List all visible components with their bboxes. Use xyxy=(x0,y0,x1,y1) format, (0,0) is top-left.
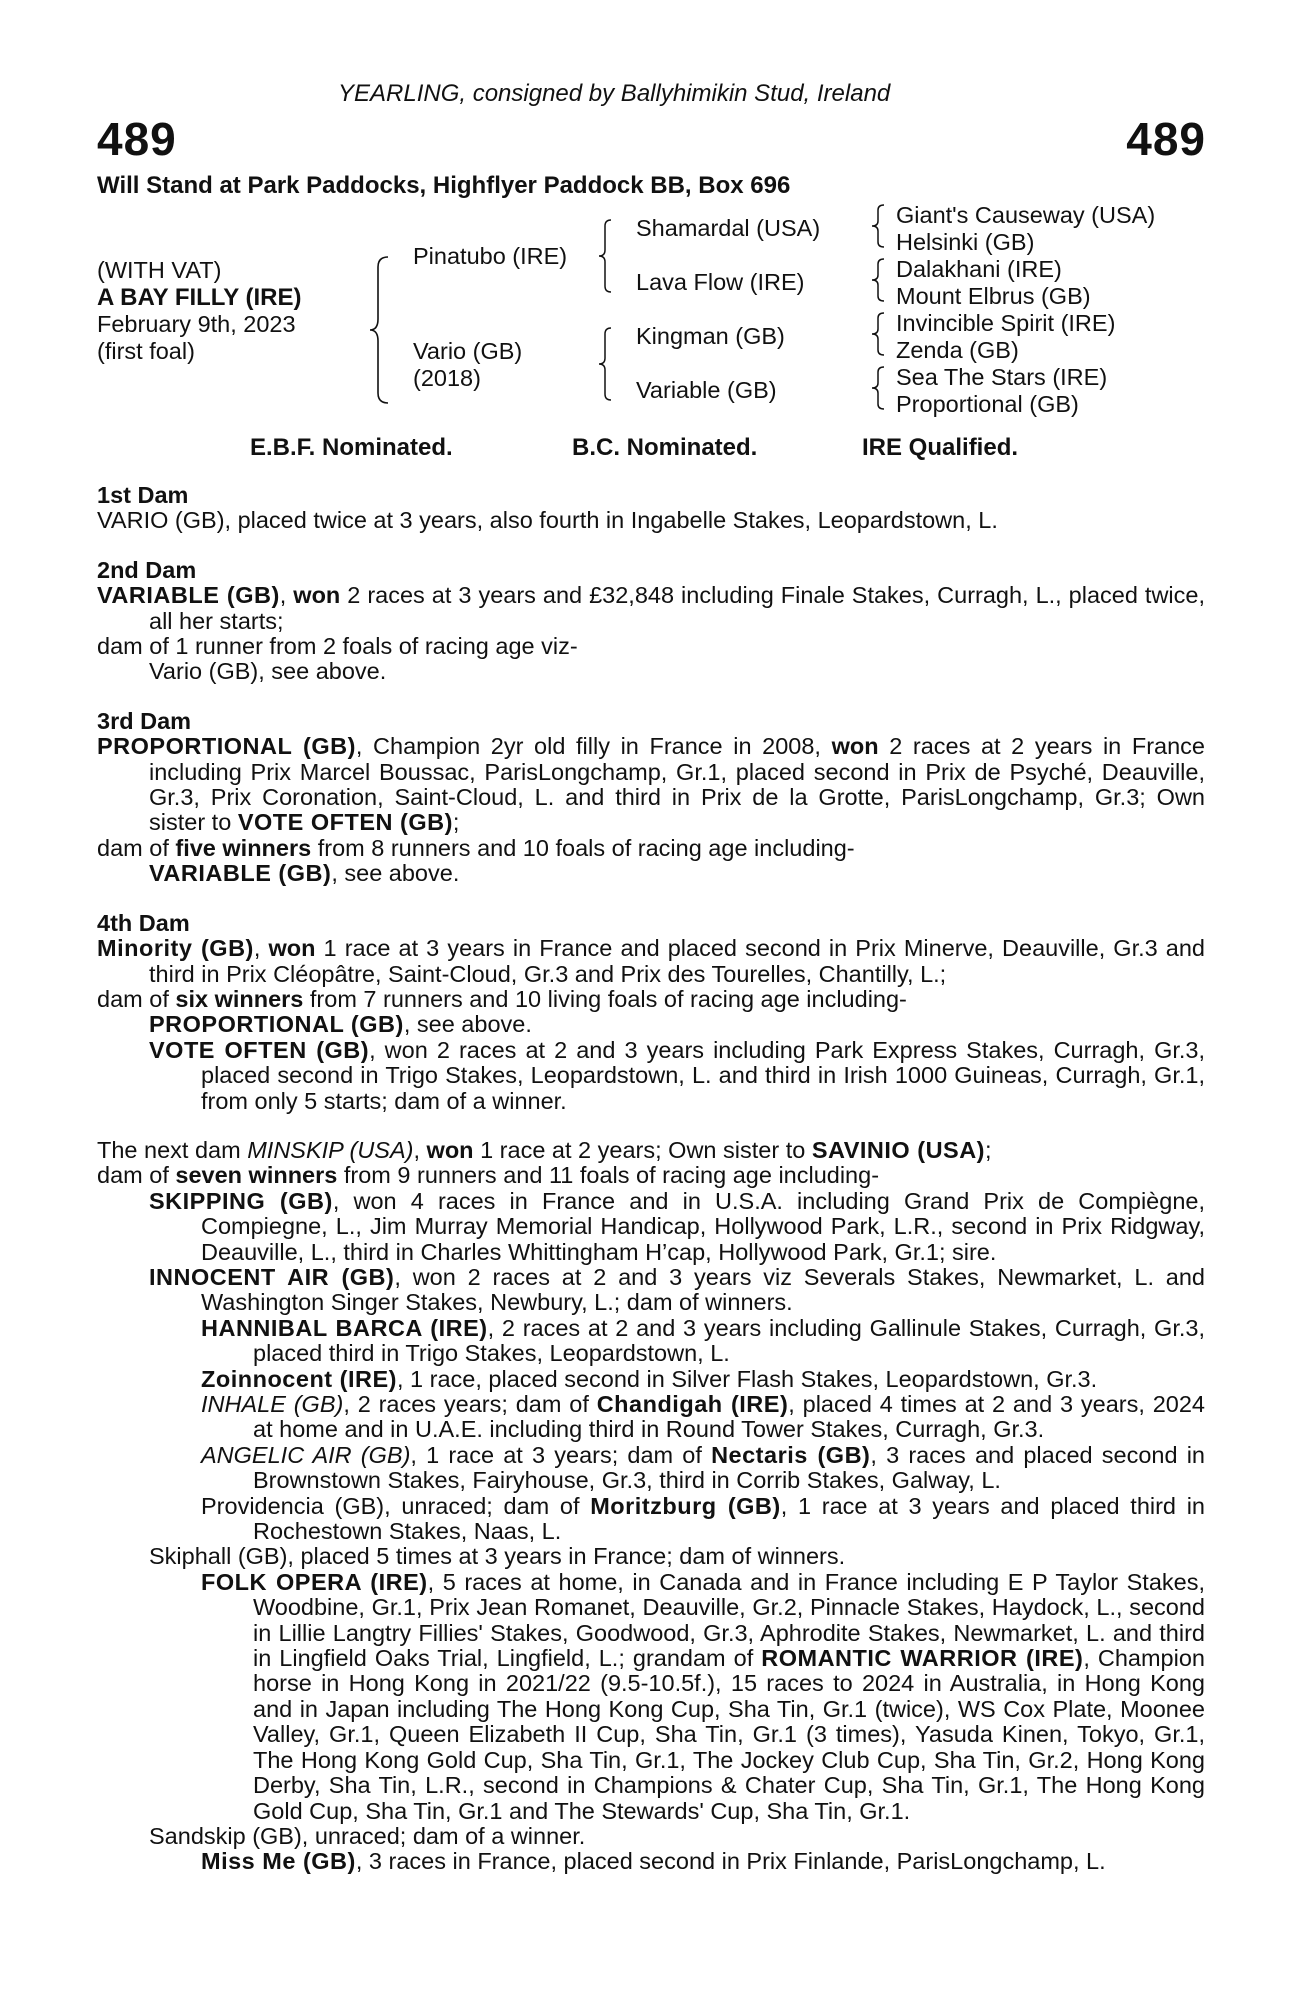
third-dam-record xyxy=(97,734,1205,836)
pedigree-brace-g3-4 xyxy=(870,365,886,411)
foal-text: , see above. xyxy=(403,1011,532,1038)
next-dam-line: ; xyxy=(985,1136,992,1163)
third-dam-line: , Champion 2yr old filly in France in 2008, xyxy=(355,733,832,760)
foal-note: (first foal) xyxy=(97,338,195,364)
foal-text: , placed 4 times at 2 and 3 years, 2024 at home and in U.A.E. including third in Round Tower Stakes, Curragh, Gr.3. xyxy=(253,1391,1205,1443)
foal-text: , won 2 races at 2 and 3 years including Park Express Stakes, Curragh, Gr.3, placed second in Trigo Stakes, Leopardstown, L. and third in Irish 1000 Guineas, Curragh, Gr.1, from only 5 starts; dam of a winner. xyxy=(201,1036,1205,1114)
won-label: won xyxy=(426,1136,474,1163)
sandskip-record: Sandskip (GB), unraced; dam of a winner. xyxy=(149,1822,586,1849)
next-dam-name: MINSKIP (USA) xyxy=(247,1136,414,1163)
foal-text: , 1 race at 3 years; dam of xyxy=(410,1441,712,1468)
third-dam-line: ; xyxy=(452,809,460,836)
foal-text: , 3 races in France, placed second in Prix Finlande, ParisLongchamp, L. xyxy=(355,1848,1106,1875)
pedigree-dam-sire: Kingman (GB) xyxy=(636,323,785,349)
pedigree-g3-2: Helsinki (GB) xyxy=(896,229,1035,255)
skipping-record xyxy=(149,1189,1205,1265)
pedigree-brace-sire xyxy=(597,218,613,294)
pedigree-dam: Vario (GB) xyxy=(413,338,523,364)
next-dam-produce xyxy=(97,1163,1205,1188)
foal-text: , 2 races at 2 and 3 years including Gallinule Stakes, Curragh, Gr.3, placed third in Trigo Stakes, Leopardstown, L. xyxy=(253,1314,1205,1367)
second-dam-record: VARIABLE (GB), won 2 races at 3 years and £32,848 including Finale Stakes, Curragh, L., placed twice, all her starts; xyxy=(97,582,1205,634)
grandfoal-name: Nectaris (GB) xyxy=(711,1441,871,1468)
third-dam-line: 2 races at 2 years in France including Prix Marcel Boussac, ParisLongchamp, Gr.1, placed second in Prix de Psyché, Deauville, Gr.3, Prix Coronation, Saint-Cloud, L. and third in Prix de la Grotte, ParisLongchamp, Gr.3; Own sister to xyxy=(149,733,1205,836)
foal-name: VARIABLE (GB) xyxy=(149,860,332,887)
foal-text: Providencia (GB), unraced; dam of xyxy=(201,1492,591,1519)
foal-name: INHALE (GB) xyxy=(201,1391,344,1417)
foal-text: , 5 races at home, in Canada and in France including E P Taylor Stakes, Woodbine, Gr.1, Prix Jean Romanet, Deauville, Gr.2, Pinnacle Stakes, Haydock, L., second in Lillie Langtry Fillies' Stakes, Goodwood, Gr.3, Aphrodite Stakes, Newmarket, L. and third in Lingfield Oaks Trial, Lingfield, L.; grandam of xyxy=(253,1568,1205,1672)
next-dam-record: The next dam MINSKIP (USA), won 1 race at 2 years; Own sister to SAVINIO (USA); xyxy=(97,1136,992,1163)
consignment-line: YEARLING, consigned by Ballyhimikin Stud, Ireland xyxy=(338,80,891,107)
pedigree-g3-1: Giant's Causeway (USA) xyxy=(896,202,1156,228)
foal-name: ANGELIC AIR (GB) xyxy=(201,1441,411,1468)
pedigree-brace-main xyxy=(368,255,390,405)
next-dam-sister: SAVINIO (USA) xyxy=(811,1136,986,1163)
winners-count: seven winners xyxy=(175,1162,338,1189)
pedigree-dam-dam: Variable (GB) xyxy=(636,377,777,403)
produce-text: from 8 runners and 10 foals of racing age including- xyxy=(311,834,855,861)
foal-name: PROPORTIONAL (GB) xyxy=(149,1011,404,1038)
third-dam-produce xyxy=(97,836,1205,861)
horse-name: A BAY FILLY (IRE) xyxy=(97,284,302,311)
foal-text: , Champion horse in Hong Kong in 2021/22 (9.5-10.5f.), 15 races to 2024 in Australia, in Hong Kong and in Japan including The Hong Kong Cup, Sha Tin, Gr.1 (twice), WS Cox Plate, Moonee Valley, Gr.1, Queen Elizabeth II Cup, Sha Tin, Gr.1 (3 times), Yasuda Kinen, Tokyo, Gr.1, The Hong Kong Gold Cup, Sha Tin, Gr.1, The Jockey Club Cup, Sha Tin, Gr.2, Hong Kong Derby, Sha Tin, L.R., second in Champions & Chater Cup, Sha Tin, Gr.1, The Hong Kong Gold Cup, Sha Tin, Gr.1 and The Stewards' Cup, Sha Tin, Gr.1. xyxy=(253,1645,1205,1824)
pedigree-sire: Pinatubo (IRE) xyxy=(413,243,568,269)
third-dam-heading: 3rd Dam xyxy=(97,707,192,734)
pedigree-g3-7: Sea The Stars (IRE) xyxy=(896,364,1108,390)
foal-name: FOLK OPERA (IRE) xyxy=(201,1568,428,1595)
second-dam-produce: dam of 1 runner from 2 foals of racing age viz- xyxy=(97,633,578,660)
next-dam-line: 1 race at 2 years; Own sister to xyxy=(473,1136,812,1163)
vat-label: (WITH VAT) xyxy=(97,257,222,283)
foal-name: Zoinnocent (IRE) xyxy=(201,1365,397,1392)
pedigree-g3-5: Invincible Spirit (IRE) xyxy=(896,310,1116,336)
winners-count: five winners xyxy=(175,834,312,861)
third-dam-name: PROPORTIONAL (GB) xyxy=(97,733,356,760)
pedigree-sire-sire: Shamardal (USA) xyxy=(636,215,821,241)
foal-text: , 3 races and placed second in Brownstown Stakes, Fairyhouse, Gr.3, third in Corrib Stakes, Galway, L. xyxy=(253,1441,1205,1494)
produce-text: from 9 runners and 11 foals of racing age including- xyxy=(337,1162,880,1189)
inhale-record xyxy=(201,1392,1205,1443)
won-label: won xyxy=(293,582,341,609)
second-dam-name: VARIABLE (GB) xyxy=(97,582,280,609)
next-dam-intro: The next dam xyxy=(97,1136,248,1163)
hannibal-barca-record xyxy=(201,1316,1205,1367)
foal-text: , won 4 races in France and in U.S.A. including Grand Prix de Compiègne, Compiegne, L., Jim Murray Memorial Handicap, Hollywood Park, L.R., second in Prix Ridgway, Deauville, L., third in Charles Whittingham H’cap, Hollywood Park, Gr.1; sire. xyxy=(201,1187,1205,1265)
foal-name: SKIPPING (GB) xyxy=(149,1187,333,1214)
folk-opera-record xyxy=(201,1570,1205,1824)
won-label: won xyxy=(831,733,879,760)
second-dam-heading: 2nd Dam xyxy=(97,556,197,583)
lot-number-right: 489 xyxy=(1126,113,1206,165)
fourth-dam-line: 1 race at 3 years in France and placed second in Prix Minerve, Deauville, Gr.3 and third in Prix Cléopâtre, Saint-Cloud, Gr.3 and Prix des Tourelles, Chantilly, L.; xyxy=(149,935,1205,987)
foal-text: , 2 races years; dam of xyxy=(343,1391,597,1417)
pedigree-sire-dam: Lava Flow (IRE) xyxy=(636,269,805,295)
zoinnocent-record xyxy=(201,1367,1205,1392)
foal-text: , 1 race at 3 years and placed third in Rochestown Stakes, Naas, L. xyxy=(253,1492,1205,1545)
innocent-air-record xyxy=(149,1265,1205,1316)
produce-text: dam of xyxy=(97,834,176,861)
grandfoal-name: Chandigah (IRE) xyxy=(596,1391,789,1417)
winners-count: six winners xyxy=(175,985,304,1012)
foal-text: , won 2 races at 2 and 3 years viz Severals Stakes, Newmarket, L. and Washington Singer Stakes, Newbury, L.; dam of winners. xyxy=(201,1263,1206,1316)
grandfoal-name: ROMANTIC WARRIOR (IRE) xyxy=(761,1645,1084,1672)
foal-name: HANNIBAL BARCA (IRE) xyxy=(201,1314,488,1341)
fourth-dam-heading: 4th Dam xyxy=(97,909,190,936)
lot-number-left: 489 xyxy=(97,113,177,165)
fourth-dam-foal-1 xyxy=(149,1012,1205,1037)
pedigree-dam-year: (2018) xyxy=(413,365,481,391)
foal-text: , see above. xyxy=(331,860,460,887)
pedigree-g3-6: Zenda (GB) xyxy=(896,337,1019,363)
pedigree-brace-dam xyxy=(597,326,613,402)
foal-name: VOTE OFTEN (GB) xyxy=(149,1036,370,1063)
foal-name: INNOCENT AIR (GB) xyxy=(149,1263,395,1290)
ebf-nomination: E.B.F. Nominated. xyxy=(250,434,453,461)
second-dam-foal: Vario (GB), see above. xyxy=(149,658,387,685)
produce-text: dam of xyxy=(97,985,176,1012)
bc-nomination: B.C. Nominated. xyxy=(572,434,758,461)
produce-text: from 7 runners and 10 living foals of racing age including- xyxy=(303,985,907,1012)
grandfoal-name: Moritzburg (GB) xyxy=(590,1492,781,1519)
angelic-air-record xyxy=(201,1443,1205,1494)
ire-qualified: IRE Qualified. xyxy=(862,434,1019,461)
third-dam-sister: VOTE OFTEN (GB) xyxy=(237,809,453,836)
third-dam-foal xyxy=(97,861,1205,886)
fourth-dam-record: Minority (GB), won 1 race at 3 years in France and placed second in Prix Minerve, Deauville, Gr.3 and third in Prix Cléopâtre, Saint-Cloud, Gr.3 and Prix des Tourelles, Chantilly, L.; xyxy=(97,935,1205,987)
foal-text: , 1 race, placed second in Silver Flash Stakes, Leopardstown, Gr.3. xyxy=(396,1365,1098,1392)
date-of-birth: February 9th, 2023 xyxy=(97,311,296,337)
won-label: won xyxy=(268,935,316,962)
pedigree-g3-3: Dalakhani (IRE) xyxy=(896,256,1062,282)
fourth-dam-foal-2 xyxy=(149,1038,1205,1114)
providencia-record xyxy=(201,1494,1205,1545)
fourth-dam-name: Minority (GB) xyxy=(97,935,254,962)
miss-me-record xyxy=(201,1849,1205,1874)
fourth-dam-produce xyxy=(97,987,1205,1012)
first-dam-text: VARIO (GB), placed twice at 3 years, also fourth in Ingabelle Stakes, Leopardstown, L. xyxy=(97,507,998,534)
produce-text: dam of xyxy=(97,1162,176,1189)
pedigree-brace-g3-2 xyxy=(870,257,886,303)
produce-record xyxy=(97,483,1205,1875)
stand-location: Will Stand at Park Paddocks, Highflyer Paddock BB, Box 696 xyxy=(97,172,791,199)
pedigree-g3-8: Proportional (GB) xyxy=(896,391,1079,417)
foal-name: Miss Me (GB) xyxy=(201,1848,356,1875)
pedigree-brace-g3-1 xyxy=(870,203,886,249)
pedigree-g3-4: Mount Elbrus (GB) xyxy=(896,283,1091,309)
second-dam-line: 2 races at 3 years and £32,848 including Finale Stakes, Curragh, L., placed twice, all her starts; xyxy=(149,582,1205,634)
first-dam-heading: 1st Dam xyxy=(97,482,189,508)
pedigree-brace-g3-3 xyxy=(870,311,886,357)
skiphall-record: Skiphall (GB), placed 5 times at 3 years in France; dam of winners. xyxy=(149,1543,846,1570)
